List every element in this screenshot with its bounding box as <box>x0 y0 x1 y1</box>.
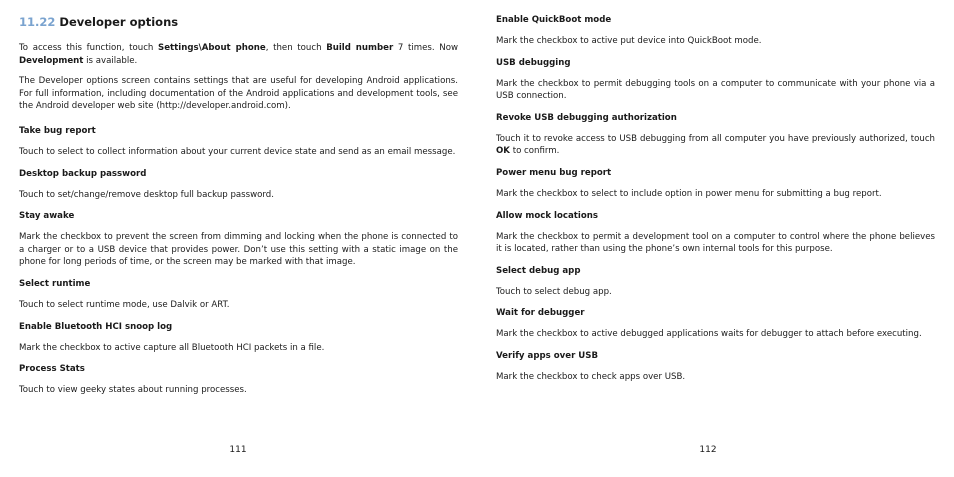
option-description <box>496 133 935 158</box>
option-heading: Verify apps over USB <box>496 350 599 361</box>
intro-paragraph-2: The Developer options screen contains settings that are useful for developing Android applications. For full information, including documentation of the Android applications and development tools, see the Android developer web site (http://developer.android.com). <box>19 76 458 112</box>
option-verify-apps-over-usb <box>496 350 935 384</box>
option-description: Touch to set/change/remove desktop full backup password. <box>19 189 274 200</box>
intro-text: , then touch <box>265 43 327 53</box>
option-description: Mark the checkbox to permit a development tool on a computer to control where the phone believes it is located, rather than using the phone’s own internal tools for this purpose. <box>496 231 935 255</box>
intro-text: To access this function, touch <box>19 43 159 53</box>
option-heading: Power menu bug report <box>496 167 612 178</box>
option-description: Mark the checkbox to active put device into QuickBoot mode. <box>496 36 762 46</box>
left-column <box>19 14 458 406</box>
option-take-bug-report <box>19 125 458 159</box>
intro-text: 7 times. Now <box>393 43 458 53</box>
option-heading: Process Stats <box>19 364 85 375</box>
build-number-term: Build number <box>326 43 394 53</box>
option-heading: Wait for debugger <box>496 308 585 319</box>
option-heading: Enable Bluetooth HCI snoop log <box>19 321 173 332</box>
development-term: Development <box>19 55 84 66</box>
page-right <box>477 0 954 477</box>
section-title <box>19 14 458 30</box>
option-heading: Select runtime <box>19 278 91 289</box>
intro-paragraph-1 <box>19 42 458 67</box>
section-number: 11.22 <box>19 15 56 29</box>
settings-path: Settings\About phone <box>158 43 266 53</box>
right-column <box>496 14 935 393</box>
option-bluetooth-hci-snoop-log <box>19 321 458 355</box>
option-description: Mark the checkbox to permit debugging tools on a computer to communicate with your phone via a USB connection. <box>496 78 935 102</box>
option-wait-for-debugger <box>496 307 935 341</box>
page-number-left: 111 <box>229 445 247 455</box>
option-heading: Desktop backup password <box>19 168 147 179</box>
option-description: Mark the checkbox to active debugged applications waits for debugger to attach before executing. <box>496 329 922 340</box>
option-description: Mark the checkbox to prevent the screen from dimming and locking when the phone is connected to a charger or to a USB device that provides power. Don’t use this setting with a static image on the phone for long periods of time, or the screen may be marked with that image. <box>19 232 458 268</box>
ok-term: OK <box>496 146 510 157</box>
option-select-runtime <box>19 278 458 312</box>
option-description: Mark the checkbox to active capture all Bluetooth HCI packets in a file. <box>19 342 325 353</box>
option-enable-quickboot <box>496 14 935 48</box>
option-select-debug-app <box>496 265 935 299</box>
section-title-text: Developer options <box>59 15 179 29</box>
option-description: Touch to select debug app. <box>496 286 612 297</box>
option-heading: USB debugging <box>496 57 571 68</box>
page-number-right: 112 <box>699 445 717 455</box>
option-heading: Enable QuickBoot mode <box>496 15 612 25</box>
option-description: Touch to select to collect information about your current device state and send as an email message. <box>19 146 456 157</box>
option-description: Mark the checkbox to select to include option in power menu for submitting a bug report. <box>496 188 882 199</box>
option-allow-mock-locations <box>496 210 935 256</box>
option-heading: Revoke USB debugging authorization <box>496 112 677 123</box>
option-description: Touch to select runtime mode, use Dalvik or ART. <box>19 299 230 310</box>
revoke-text: to confirm. <box>509 146 560 157</box>
option-stay-awake <box>19 210 458 269</box>
option-heading: Take bug report <box>19 125 96 136</box>
option-heading: Stay awake <box>19 211 75 222</box>
intro-text: is available. <box>83 55 138 66</box>
option-description: Mark the checkbox to check apps over USB. <box>496 371 686 382</box>
option-process-stats <box>19 363 458 397</box>
option-description: Touch to view geeky states about running processes. <box>19 385 247 396</box>
revoke-text: Touch it to revoke access to USB debugging from all computer you have previously authorized, touch <box>496 133 935 144</box>
option-heading: Allow mock locations <box>496 210 598 221</box>
option-usb-debugging <box>496 57 935 103</box>
option-revoke-usb-debugging <box>496 112 935 158</box>
option-power-menu-bug-report <box>496 167 935 201</box>
option-desktop-backup-password <box>19 168 458 202</box>
option-heading: Select debug app <box>496 265 581 276</box>
